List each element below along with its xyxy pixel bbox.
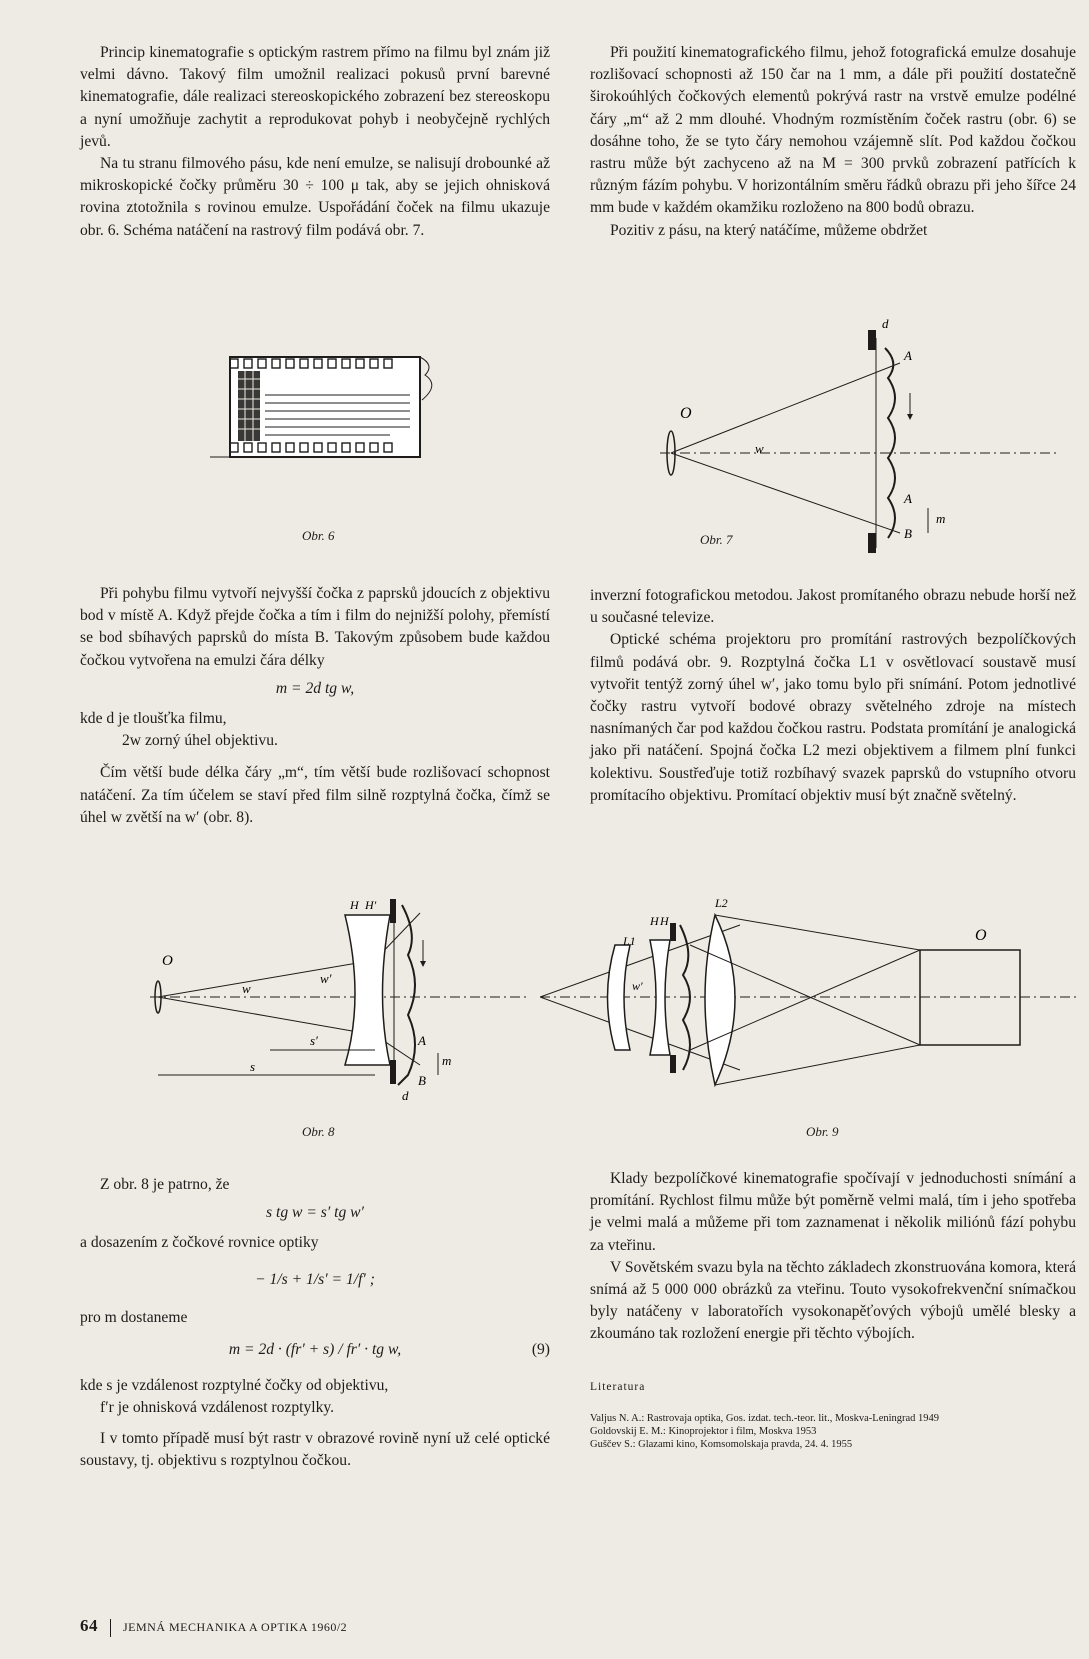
paragraph: Čím větší bude délka čáry „m“, tím větší bude rozlišovací schopnost natáčení. Za tím účelem se staví před film silně rozptylná čočka, čímž se úhel w zvětší na w′ (obr. 8). (80, 764, 550, 826)
left-column-middle (80, 583, 550, 829)
label-m: m (442, 1053, 452, 1068)
label-O-fig7: O (680, 405, 692, 422)
label-w: w (242, 981, 251, 996)
paragraph: Při použití kinematografického filmu, jehož fotografická emulze dosahuje rozlišovací schopnosti až 150 čar na 1 mm, a dále při použití dostatečně širokoúhlých čočkových elementů pokrývá rastr na vrstvě emulze podélné čáry „m“ až 2 mm dlouhé. Vhodným rozmístěním čoček rastru (obr. 6) se dosáhne toho, že se tyto čáry nemohou vzájemně slít. Pod každou čočkou rastru může být zachyceno až na M = 300 prvků zobrazení patřících k různým fázím pohybu. V horizontálním směru řádků obrazu při jeho šířce 24 mm bude v každém okamžiku rozloženo na 800 bodů obrazu. (590, 44, 1076, 217)
paragraph: pro m dostaneme (80, 1308, 188, 1326)
equation-9: m = 2d · (fr′ + s) / fr′ · tg w, (228, 1341, 402, 1359)
definition: kde d je tloušťka filmu, (80, 710, 227, 728)
paragraph: Optické schéma projektoru pro promítání rastrových bezpolíčkových filmů podává obr. 9. Rozptylná čočka L1 v osvětlovací soustavě musí vytvořit tentýž zorný úhel w′, jako tomu bylo při snímání. Potom jednotlivé čočky rastru vytvoří bodové obrazy světelného zdroje na místech nasnímaných čar pod každou čočkou rastru. Podstata promítání je analogická jako při natáčení. Spojná čočka L2 mezi objektivem a filmem plní funkci kolektivu. Soustřeďuje totiž rozbíhavý svazek paprsků do vstupního otvoru promítacího objektivu. Promítací objektiv musí být značně světelný. (590, 631, 1076, 804)
label-m-fig7: m (936, 511, 946, 526)
reference: Goldovskij E. M.: Kinoprojektor i film, Moskva 1953 (590, 1425, 817, 1437)
label-s-prime: s′ (310, 1033, 318, 1048)
label-w-prime: w′ (320, 971, 332, 986)
right-column (590, 42, 1076, 242)
paragraph: a dosazením z čočkové rovnice optiky (80, 1234, 319, 1252)
label-O: O (162, 953, 173, 969)
figure-6-caption: Obr. 6 (302, 528, 335, 543)
label-H-prime: H′ (365, 898, 377, 912)
paragraph: inverzní fotografickou metodou. Jakost promítaného obrazu nebude horší než u současné televize. (590, 587, 1076, 627)
label-L1: L1 (623, 934, 636, 948)
paragraph: Princip kinematografie s optickým rastrem přímo na filmu byl znám již velmi dávno. Takový film umožnil realizaci pokusů první barevné kinematografie, dále realizaci stereoskopického zobrazení bez stereoskopu a nyní umožňuje zachytit a reprodukovat pohyb i neobyčejně rychlých jevů. (80, 44, 550, 150)
figure-7-caption: Obr. 7 (700, 532, 733, 547)
definition: 2w zorný úhel objektivu. (122, 732, 278, 750)
definition: kde s je vzdálenost rozptylné čočky od objektivu, (80, 1377, 389, 1395)
figure-9-caption: Obr. 9 (806, 1124, 839, 1139)
label-L2: L2 (715, 896, 728, 910)
label-H2-fig9: H (660, 914, 669, 928)
paragraph: Na tu stranu filmového pásu, kde není emulze, se nalisují drobounké až mikroskopické čočky průměru 30 ÷ 100 μ tak, aby se jejich ohnisková rovina ztotožnila s rovinou emulze. Uspořádání čoček na filmu ukazuje obr. 6. Schéma natáčení na rastrový film podává obr. 7. (80, 155, 550, 239)
literature-heading: Literatura (590, 1380, 646, 1393)
page-footer (80, 1616, 347, 1637)
label-w-fig7: w (755, 441, 764, 456)
label-A: A (418, 1033, 426, 1048)
paragraph: Klady bezpolíčkové kinematografie spočívají v jednoduchosti snímání a promítání. Rychlost filmu může být poměrně velmi malá, tím i jeho spotřeba je velmi malá a můžeme při tom zaznamenat i několik miliónů fází pohybu za vteřinu. (590, 1170, 1076, 1254)
reference: Guščev S.: Glazami kino, Komsomolskaja pravda, 24. 4. 1955 (590, 1438, 853, 1450)
label-A2-fig7: A (904, 491, 912, 506)
left-column-bottom (80, 1174, 550, 1472)
paragraph: I v tomto případě musí být rastr v obrazové rovině nyní už celé optické soustavy, tj. objektivu s rozptylnou čočkou. (80, 1429, 550, 1469)
equation-lens: − 1/s + 1/s′ = 1/f′ ; (255, 1270, 375, 1288)
paragraph: V Sovětském svazu byla na těchto základech zkonstruována komora, která snímá až 5 000 000 obrázků za vteřinu. Touto vysokofrekvenční snímačkou byly natáčeny v laboratořích vysokonapěťových výbojů umělé blesky a zkoumáno tak rozložení energie při těchto výbojích. (590, 1258, 1076, 1343)
figure-8-caption: Obr. 8 (302, 1124, 335, 1139)
label-w-prime-fig9: w′ (632, 979, 643, 993)
paragraph: Při pohybu filmu vytvoří nejvyšší čočka z paprsků jdoucích z objektivu bod v místě A. Když přejde čočka a tím i film do nejnižší polohy, přemístí se bod sbíhavých paprsků do místa B. Takovým způsobem bude každou čočkou vytvořena na emulzi čára délky (80, 585, 550, 669)
equation-m: m = 2d tg w, (275, 679, 355, 697)
label-O-fig9: O (975, 927, 987, 944)
right-column-middle (590, 585, 1076, 807)
label-d-fig7: d (882, 318, 889, 331)
definition: f′r je ohnisková vzdálenost rozptylky. (100, 1399, 335, 1417)
page-number: 64 (80, 1616, 98, 1635)
label-H: H (350, 898, 359, 912)
label-B: B (418, 1073, 426, 1088)
label-s: s (250, 1059, 256, 1074)
label-A-fig7: A (904, 348, 912, 363)
figure-6-film-raster (210, 355, 450, 465)
label-d: d (402, 1088, 409, 1103)
footer-divider (110, 1619, 111, 1637)
equation-number: (9) (531, 1341, 550, 1359)
equation-tg: s tg w = s′ tg w′ (266, 1204, 364, 1222)
right-column-bottom (590, 1168, 1076, 1451)
figure-9-projector-scheme (540, 885, 1080, 1105)
label-B-fig7: B (904, 526, 912, 541)
left-column (80, 42, 550, 242)
journal-name: JEMNÁ MECHANIKA A OPTIKA 1960/2 (123, 1620, 348, 1634)
reference: Valjus N. A.: Rastrovaja optika, Gos. izdat. tech.-teor. lit., Moskva-Leningrad 1949 (590, 1412, 940, 1424)
paragraph: Pozitiv z pásu, na který natáčíme, můžeme obdržet (610, 221, 928, 239)
figure-7-shooting-scheme (660, 318, 1060, 568)
label-H-fig9: H (650, 914, 659, 928)
paragraph: Z obr. 8 je patrno, že (100, 1176, 230, 1193)
figure-8-optical-scheme (150, 895, 530, 1105)
